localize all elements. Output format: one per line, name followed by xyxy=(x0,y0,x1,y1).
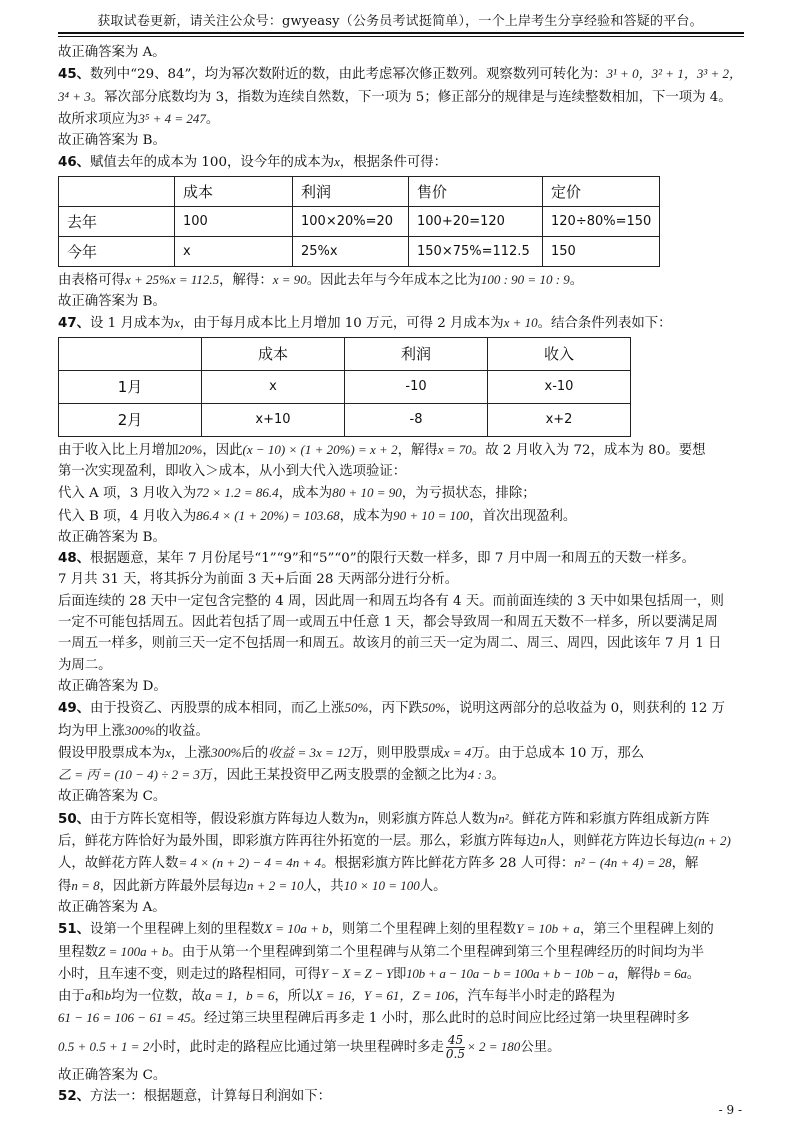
text: 小时，此时走的路程应比通过第一块里程碑时多走 xyxy=(149,1039,444,1055)
table-cell: 25%x xyxy=(293,236,409,266)
text: 万。由于总成本 10 万，那么 xyxy=(471,745,645,761)
text: ，丙下跌 xyxy=(368,701,422,717)
table-cell: 100+20=120 xyxy=(409,206,543,236)
text: ，所以 xyxy=(274,989,315,1005)
math: x xyxy=(165,744,171,760)
text: ，由于每月成本比上月增加 10 万元，可得 2 月成本为 xyxy=(179,316,504,332)
answer-line: 故正确答案为 B。 xyxy=(58,133,166,149)
math: x xyxy=(334,154,340,170)
math: 300% xyxy=(124,722,156,738)
q51-line-4 xyxy=(58,985,748,1007)
text: 由表格可得 xyxy=(58,272,125,288)
text: 根据题意，某年 7 月份尾号“1”“9”和“5”“0”的限行天数一样多，即 7 月中周一和周五的天数一样多。 xyxy=(90,551,695,567)
text: 。鲜花方阵和彩旗方阵组成新方阵 xyxy=(508,811,710,827)
text: 后，鲜花方阵恰好为最外围，即彩旗方阵再往外拓宽的一层。那么，彩旗方阵每边 xyxy=(58,834,541,850)
table-cell: -10 xyxy=(345,370,488,403)
math: = 4 × (n + 2) − 4 = 4n + 4 xyxy=(178,855,322,871)
text: ，解得 xyxy=(397,442,438,458)
text: ，则第二个里程碑上刻的里程数 xyxy=(328,922,517,938)
text: 。因此去年与今年成本之比为 xyxy=(306,272,481,288)
table-cell: 成本 xyxy=(202,337,345,370)
text: 。根据彩旗方阵比鲜花方阵多 28 人可得： xyxy=(321,856,575,872)
fraction-numerator: 45 xyxy=(447,1032,464,1047)
math: 50% xyxy=(344,700,369,716)
question-number: 51、 xyxy=(58,922,91,938)
math: 50% xyxy=(421,700,446,716)
q50-line-2 xyxy=(58,830,748,852)
text: 代入 A 项，3 月收入为 xyxy=(58,486,197,502)
text: 均为一位数，故 xyxy=(111,989,205,1005)
q49-line-2 xyxy=(58,720,748,742)
math: x = 4 xyxy=(443,744,472,760)
text: 万，则甲股票成 xyxy=(350,745,444,761)
q50-line-1 xyxy=(58,808,748,830)
answer-line: 故正确答案为 A。 xyxy=(58,45,166,60)
table-cell: 2月 xyxy=(59,403,202,436)
text-line: 7 月共 31 天，将其拆分为前面 3 天+后面 28 天两部分进行分析。 xyxy=(58,572,459,588)
text: 由于 xyxy=(58,989,85,1005)
q49-line-3 xyxy=(58,742,748,764)
math: n + 2 = 10 xyxy=(246,877,304,893)
math: Y − X = Z − Y xyxy=(320,965,394,981)
answer-line: 故正确答案为 A。 xyxy=(58,899,166,915)
q45-line-3 xyxy=(58,108,748,130)
text: 人，共 xyxy=(303,878,344,894)
math: 10b + a − 10a − b = 100a + b − 10b − a xyxy=(406,965,615,981)
table-cell: x xyxy=(175,236,293,266)
text: 和 xyxy=(91,989,105,1005)
math: 乙 = 丙 = (10 − 4) ÷ 2 = 3 xyxy=(58,767,200,783)
math: 10 × 10 = 100 xyxy=(343,877,420,893)
math: a xyxy=(84,988,92,1004)
text: 的收益。 xyxy=(155,723,209,739)
text: 得 xyxy=(58,878,72,894)
math: 0.5 + 0.5 + 1 = 2 xyxy=(58,1038,150,1054)
table-cell: 收入 xyxy=(488,337,631,370)
question-number: 50、 xyxy=(58,811,91,827)
text: 里程数 xyxy=(58,944,99,960)
q45-line-2 xyxy=(58,86,748,108)
table-cell: 1月 xyxy=(59,370,202,403)
table-row xyxy=(59,403,631,436)
text: 赋值去年的成本为 100，设今年的成本为 xyxy=(90,155,335,171)
table-cell xyxy=(59,176,175,206)
math: X = 10a + b xyxy=(264,921,329,937)
table-cell: x-10 xyxy=(488,370,631,403)
q48-line-1 xyxy=(58,548,748,569)
text: ，因此 xyxy=(202,442,243,458)
text: 。 xyxy=(569,272,584,288)
fraction-denominator: 0.5 xyxy=(445,1046,466,1061)
table-row xyxy=(59,236,660,266)
math: n² − (4n + 4) = 28 xyxy=(574,855,672,871)
text: 即 xyxy=(393,966,407,982)
q46-line-1 xyxy=(58,151,748,173)
text: 后的 xyxy=(241,745,269,761)
text: 人，则鲜花方阵边长每边 xyxy=(546,834,694,850)
cost-table-47 xyxy=(58,337,631,437)
text: 。经过第三块里程碑后再多走 1 小时，那么此时的总时间应比经过第一块里程碑时多 xyxy=(190,1011,690,1027)
table-cell: x+2 xyxy=(488,403,631,436)
math: 收益 = 3x = 12 xyxy=(268,744,351,760)
math: 3⁵ + 4 = 247 xyxy=(138,110,206,126)
table-cell: 去年 xyxy=(59,206,175,236)
text: ，成本为 xyxy=(278,486,333,502)
math: Y = 10b + a xyxy=(516,921,580,937)
math: n² xyxy=(498,810,509,826)
math: 90 + 10 = 100 xyxy=(393,507,470,523)
text: 故所求项应为 xyxy=(58,111,139,127)
table-cell: x+10 xyxy=(202,403,345,436)
cost-table-46 xyxy=(58,176,660,267)
q51-line-1 xyxy=(58,918,748,940)
text: ，成本为 xyxy=(339,508,394,524)
text: 由于收入比上月增加 xyxy=(58,442,179,458)
text-line: 第一次实现盈利，即收入＞成本，从小到大代入选项验证： xyxy=(58,463,407,479)
text: 方法一：根据题意，计算每日利润如下： xyxy=(90,1088,332,1104)
q49-line-4 xyxy=(58,764,748,786)
math: 4 : 3 xyxy=(467,767,492,783)
answer-line: 故正确答案为 B。 xyxy=(58,294,166,310)
page-number: - 9 - xyxy=(718,1103,742,1117)
document-body xyxy=(58,42,748,1107)
math: n xyxy=(357,810,365,826)
math: Z = 100a + b xyxy=(98,943,169,959)
header-rule-thin xyxy=(58,36,744,37)
page-header: 获取试卷更新，请关注公众号：gwyeasy（公务员考试挺简单），一个上岸考生分享经验和答疑的平台。 xyxy=(97,14,703,29)
q51-line-2 xyxy=(58,941,748,963)
header-rule xyxy=(58,32,744,34)
q47-line-4 xyxy=(58,482,748,504)
table-cell xyxy=(59,337,202,370)
text: 人。 xyxy=(419,878,447,894)
table-cell: 成本 xyxy=(175,176,293,206)
table-row xyxy=(59,206,660,236)
q47-line-2 xyxy=(58,439,748,461)
q47-line-1 xyxy=(58,312,748,334)
math: b = 6a xyxy=(653,965,687,981)
answer-line: 故正确答案为 C。 xyxy=(58,1067,167,1083)
text: 数列中“29、84”，均为幂次数附近的数，由此考虑幂次修正数列。观察数列可转化为： xyxy=(90,67,607,83)
table-cell: 利润 xyxy=(293,176,409,206)
q52-line-1 xyxy=(58,1086,748,1107)
answer-line: 故正确答案为 D。 xyxy=(58,678,167,694)
math: 100 : 90 = 10 : 9 xyxy=(480,271,570,287)
text: ，解得： xyxy=(219,272,273,288)
math: 20% xyxy=(178,441,203,457)
math: n xyxy=(540,833,547,849)
table-cell: 售价 xyxy=(409,176,543,206)
text-line: 后面连续的 28 天中一定包含完整的 4 周，因此周一和周五均各有 4 天。而前面连续的 3 天中如果包括周一，则 xyxy=(58,593,724,609)
question-number: 46、 xyxy=(58,155,91,171)
math: x = 90 xyxy=(272,271,307,287)
q49-line-1 xyxy=(58,697,748,719)
math: × 2 = 180 xyxy=(467,1038,521,1054)
math: 3¹ + 0，3² + 1，3³ + 2， xyxy=(606,66,742,82)
q50-line-3 xyxy=(58,852,748,874)
table-cell: 100×20%=20 xyxy=(293,206,409,236)
text: ，则彩旗方阵总人数为 xyxy=(364,811,499,827)
text-line: 一周五一样多，则前三天一定不包括周一和周五。故该月的前三天一定为周二、周三、周四，因此该年 7 月 1 日 xyxy=(58,636,722,652)
table-cell: 150 xyxy=(543,236,660,266)
math: (x − 10) × (1 + 20%) = x + 2 xyxy=(242,441,398,457)
math: 300% xyxy=(211,744,242,760)
text: ，解 xyxy=(671,856,699,872)
table-header-row xyxy=(59,176,660,206)
text: 小时，且车速不变，则走过的路程相同，可得 xyxy=(58,966,321,982)
text: ，因此新方阵最外层每边 xyxy=(99,878,247,894)
question-number: 45、 xyxy=(58,67,91,83)
answer-line: 故正确答案为 C。 xyxy=(58,789,167,805)
table-cell: -8 xyxy=(345,403,488,436)
question-number: 48、 xyxy=(58,551,91,567)
text: ，解得 xyxy=(614,966,654,982)
table-cell: 120÷80%=150 xyxy=(543,206,660,236)
answer-line: 故正确答案为 B。 xyxy=(58,529,166,545)
table-cell: 150×75%=112.5 xyxy=(409,236,543,266)
math: x = 70 xyxy=(437,441,472,457)
math: X = 16，Y = 61，Z = 106 xyxy=(314,988,455,1004)
question-number: 47、 xyxy=(58,316,91,332)
table-cell: 利润 xyxy=(345,337,488,370)
math: 61 − 16 = 106 − 61 = 45 xyxy=(58,1010,191,1026)
text: 。结合条件列表如下： xyxy=(537,316,672,332)
text-line: 一定不可能包括周五。因此若包括了周一或周五中任意 1 天，都会导致周一和周五天数不一样多，所以要满足周 xyxy=(58,615,718,631)
text: 由于投资乙、丙股票的成本相同，而乙上涨 xyxy=(90,701,345,717)
text: 代入 B 项，4 月收入为 xyxy=(58,508,197,524)
q51-line-5 xyxy=(58,1007,748,1029)
text: ，说明这两部分的总收益为 0，则获利的 12 万 xyxy=(445,701,726,717)
text: ，首次出现盈利。 xyxy=(469,508,577,524)
math: 86.4 × (1 + 20%) = 103.68 xyxy=(196,507,340,523)
text: 假设甲股票成本为 xyxy=(58,745,166,761)
math: b xyxy=(104,988,112,1004)
math: 80 + 10 = 90 xyxy=(332,485,402,501)
table-cell: 100 xyxy=(175,206,293,236)
math: a = 1，b = 6 xyxy=(204,988,275,1004)
math: (n + 2) xyxy=(693,833,731,849)
math: x xyxy=(174,315,180,331)
text: 设第一个里程碑上刻的里程数 xyxy=(90,922,265,938)
table-header-row xyxy=(59,337,631,370)
table-cell: x xyxy=(202,370,345,403)
table-row xyxy=(59,370,631,403)
text: 。 xyxy=(491,768,505,784)
math: 3⁴ + 3 xyxy=(58,88,91,104)
text: 万，因此王某投资甲乙两支股票的金额之比为 xyxy=(199,768,468,784)
math: x + 25%x = 112.5 xyxy=(124,271,220,287)
q50-line-4 xyxy=(58,875,748,897)
table-cell: 定价 xyxy=(543,176,660,206)
text-line: 为周二。 xyxy=(58,657,112,673)
fraction xyxy=(446,1034,465,1061)
math: x + 10 xyxy=(503,315,538,331)
text: 设 1 月成本为 xyxy=(90,316,175,332)
text: 。由于从第一个里程碑到第二个里程碑与从第二个里程碑到第三个里程碑经历的时间均为半 xyxy=(168,944,705,960)
q46-line-2 xyxy=(58,269,748,291)
math: n = 8 xyxy=(71,877,100,893)
text: 。 xyxy=(686,966,700,982)
text: ，汽车每半小时走的路程为 xyxy=(454,989,616,1005)
text: ，为亏损状态，排除； xyxy=(401,486,536,502)
text: 。故 2 月收入为 72，成本为 80。要想 xyxy=(471,442,706,458)
text: ，上涨 xyxy=(170,745,212,761)
question-number: 49、 xyxy=(58,701,91,717)
text: ，根据条件可得： xyxy=(339,155,448,171)
text: 。幂次部分底数均为 3，指数为连续自然数，下一项为 5；修正部分的规律是与连续整数相加，下一项为 4。 xyxy=(90,89,732,105)
q47-line-5 xyxy=(58,505,748,527)
text: ，第三个里程碑上刻的 xyxy=(579,922,714,938)
text: 由于方阵长宽相等，假设彩旗方阵每边人数为 xyxy=(90,811,358,827)
text: 公里。 xyxy=(520,1039,561,1055)
q51-line-3 xyxy=(58,963,748,985)
question-number: 52、 xyxy=(58,1088,91,1104)
math: 72 × 1.2 = 86.4 xyxy=(196,485,279,501)
text: 均为甲上涨 xyxy=(58,723,125,739)
q45-line-1 xyxy=(58,63,748,85)
text: 人，故鲜花方阵人数 xyxy=(58,856,179,872)
table-cell: 今年 xyxy=(59,236,175,266)
text: 。 xyxy=(205,111,220,127)
q51-line-6 xyxy=(58,1030,748,1065)
